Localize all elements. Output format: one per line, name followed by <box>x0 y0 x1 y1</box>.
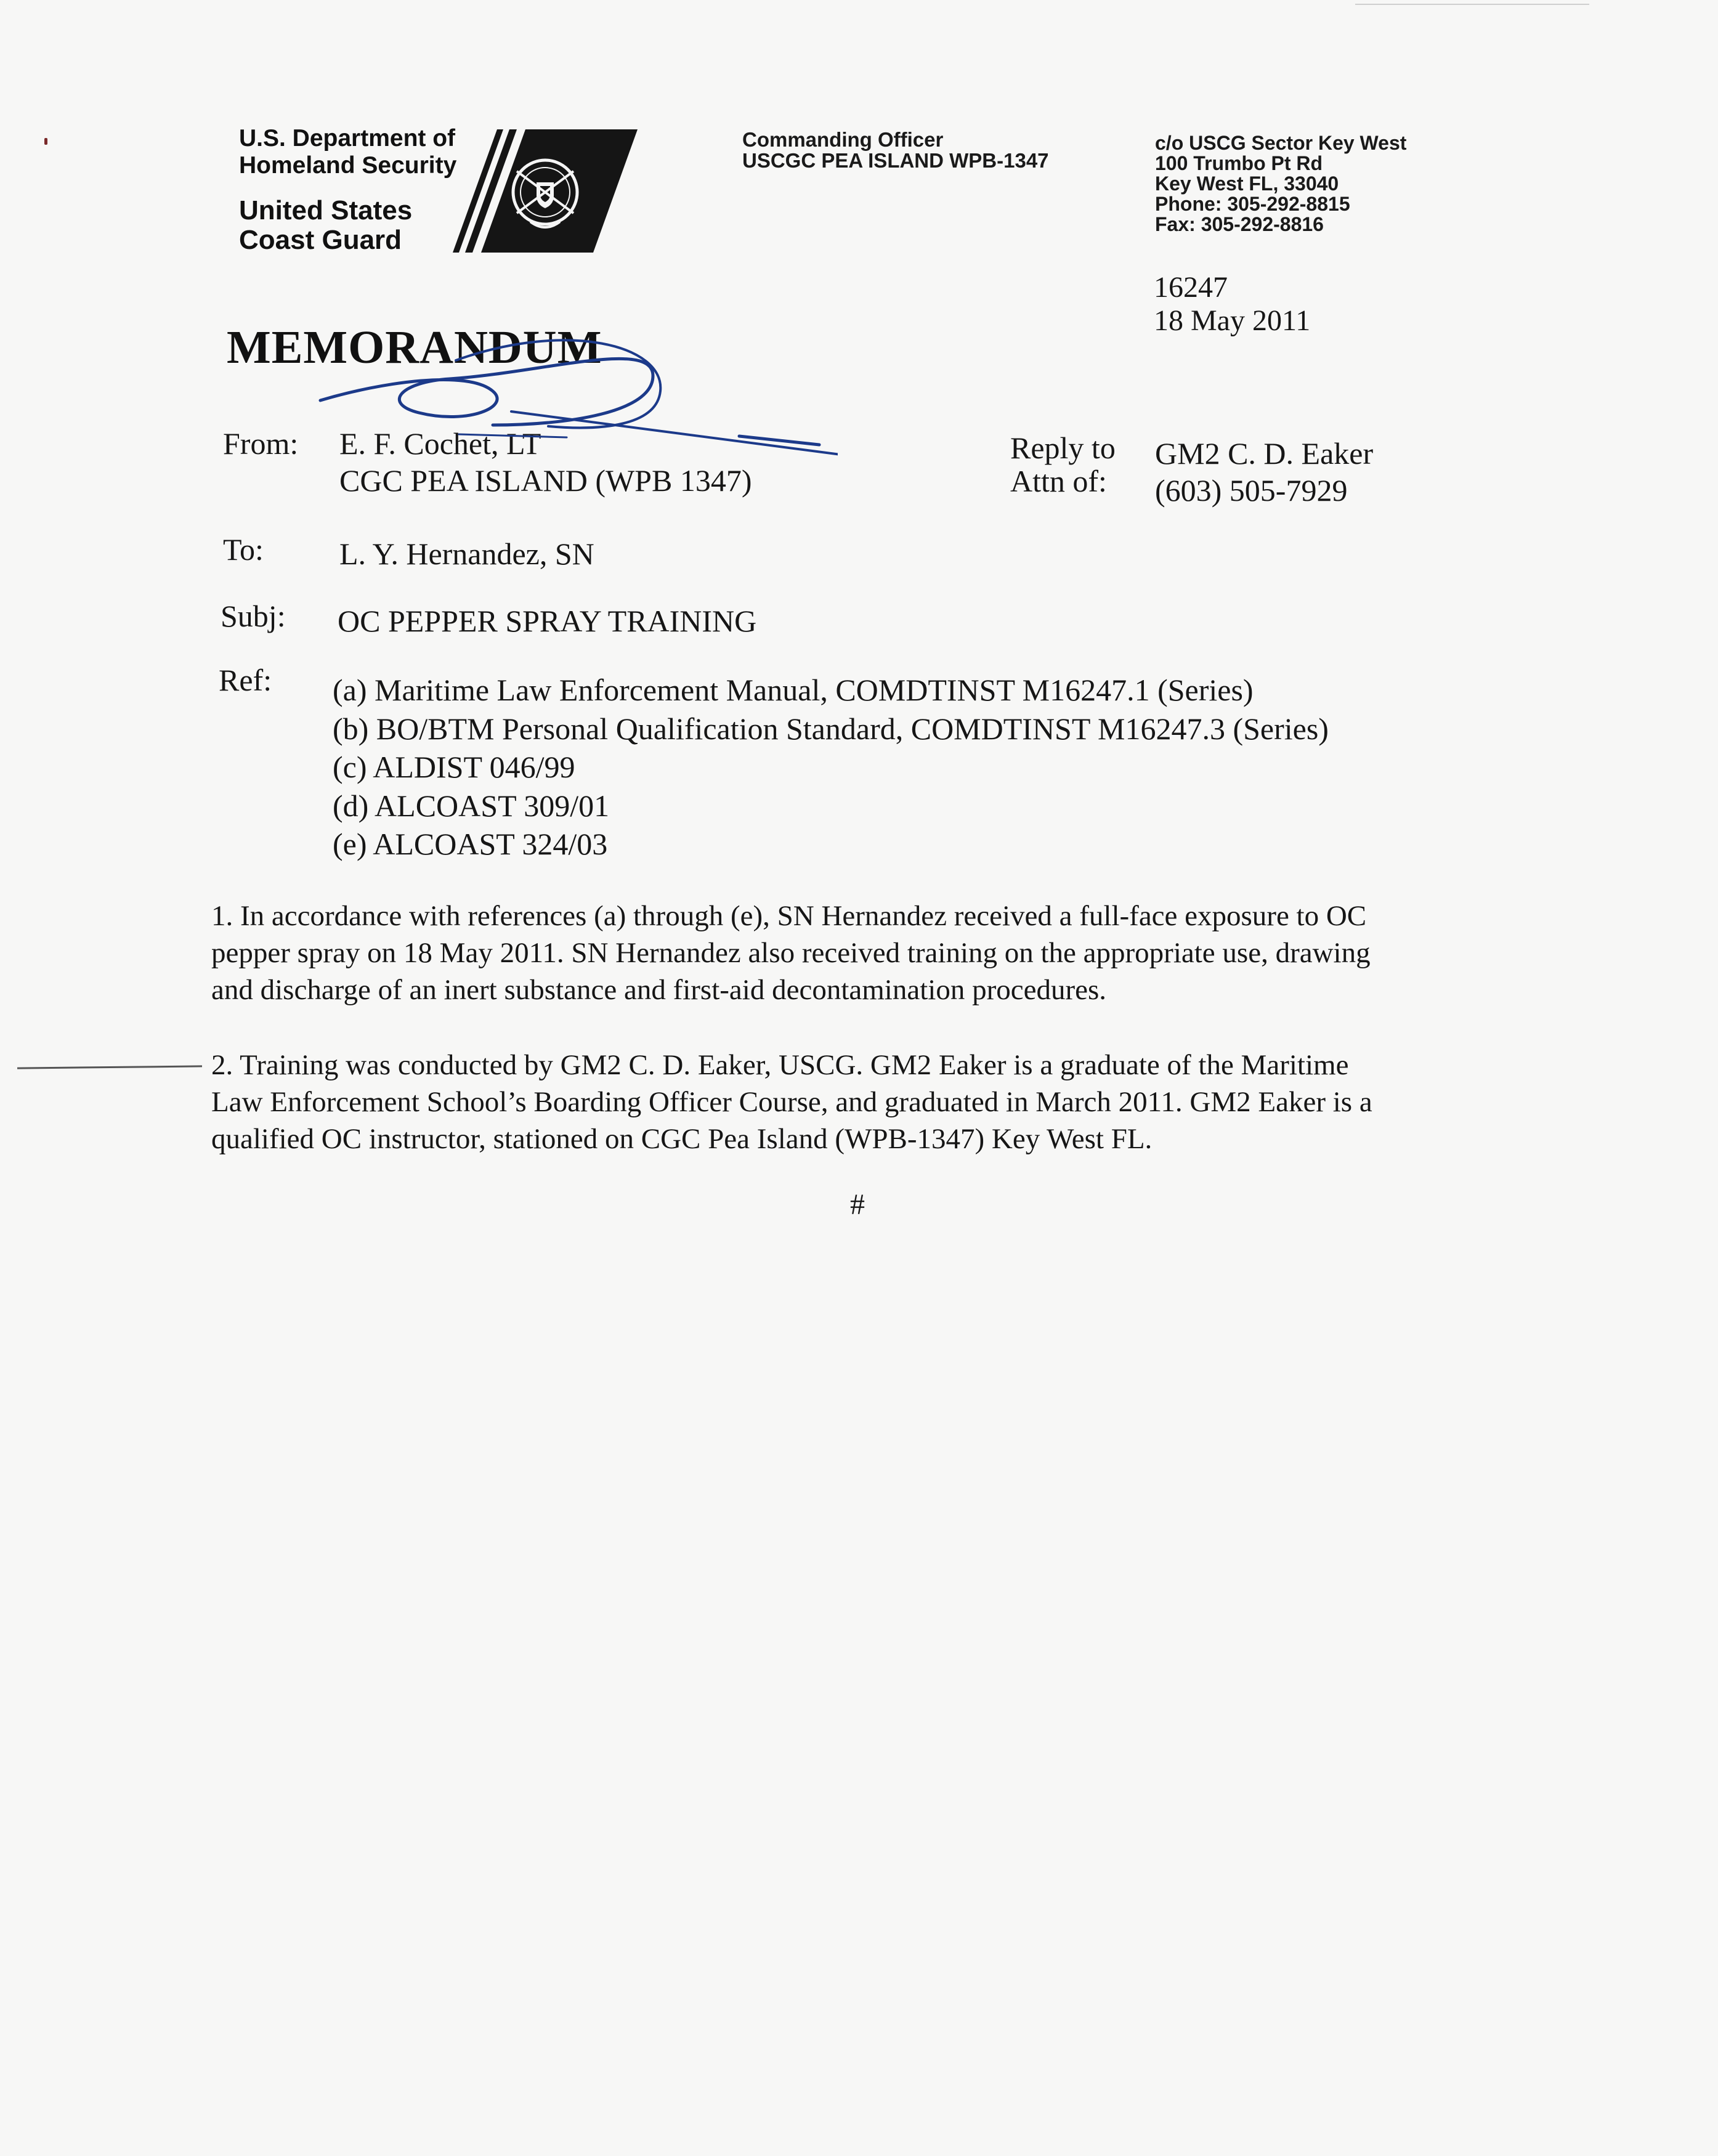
scan-edge-line <box>1355 4 1589 5</box>
reference-item: (c) ALDIST 046/99 <box>333 750 575 784</box>
to-value: L. Y. Hernandez, SN <box>339 537 594 571</box>
reference-label: Ref: <box>219 663 272 697</box>
paragraph-1: 1. In accordance with references (a) through (e), SN Hernandez received a full-face exposure to OC pepper spray on 18 May 2011. SN Hernandez also received training on the appropriate use, drawing and discharge of an inert substance and first-aid decontamination procedures. <box>211 900 1371 1006</box>
reference-item: (d) ALCOAST 309/01 <box>333 788 610 823</box>
subject-value: OC PEPPER SPRAY TRAINING <box>338 604 757 638</box>
reply-to-label: Reply to Attn of: <box>1010 431 1116 498</box>
memo-date: 18 May 2011 <box>1154 304 1311 337</box>
unit-address-block <box>1155 133 1406 235</box>
address-line: c/o USCG Sector Key West <box>1155 132 1407 154</box>
reply-to-name: GM2 C. D. Eaker <box>1155 436 1374 471</box>
reference-item: (b) BO/BTM Personal Qualification Standard, COMDTINST M16247.3 (Series) <box>333 711 1329 746</box>
ssic-and-date <box>1154 271 1310 338</box>
reference-item: (a) Maritime Law Enforcement Manual, COMDTINST M16247.1 (Series) <box>333 673 1254 707</box>
from-label: From: <box>223 426 299 461</box>
scan-crease-line <box>17 1065 202 1069</box>
reference-list <box>333 671 1329 864</box>
phone-line: Phone: 305-292-8815 <box>1155 193 1350 215</box>
ssic-number: 16247 <box>1154 271 1228 304</box>
reply-to-phone: (603) 505-7929 <box>1155 473 1348 508</box>
agency-name: United States Coast Guard <box>239 195 413 255</box>
end-of-memo-mark: # <box>850 1188 865 1221</box>
reference-item: (e) ALCOAST 324/03 <box>333 827 608 861</box>
memorandum-title: MEMORANDUM <box>227 322 602 373</box>
from-unit: CGC PEA ISLAND (WPB 1347) <box>339 463 752 498</box>
paragraph-2: 2. Training was conducted by GM2 C. D. Eaker, USCG. GM2 Eaker is a graduate of the Maritime Law Enforcement School’s Boarding Officer Course, and graduated in March 2011. GM2 Eaker is a qualified OC instructor, stationed on CGC Pea Island (WPB-1347) Key West FL. <box>211 1049 1372 1155</box>
uscg-racing-stripe-shield-icon <box>453 129 638 253</box>
department-name: U.S. Department of Homeland Security <box>239 125 457 179</box>
ink-speck <box>44 138 47 145</box>
address-line: 100 Trumbo Pt Rd <box>1155 152 1323 174</box>
subject-label: Subj: <box>221 599 286 633</box>
commanding-officer-block: Commanding Officer USCGC PEA ISLAND WPB-1347 <box>742 128 1049 172</box>
to-label: To: <box>223 532 264 567</box>
from-name: E. F. Cochet, LT <box>339 426 541 461</box>
handwritten-signature <box>308 333 838 468</box>
fax-line: Fax: 305-292-8816 <box>1155 213 1324 235</box>
address-line: Key West FL, 33040 <box>1155 172 1339 195</box>
